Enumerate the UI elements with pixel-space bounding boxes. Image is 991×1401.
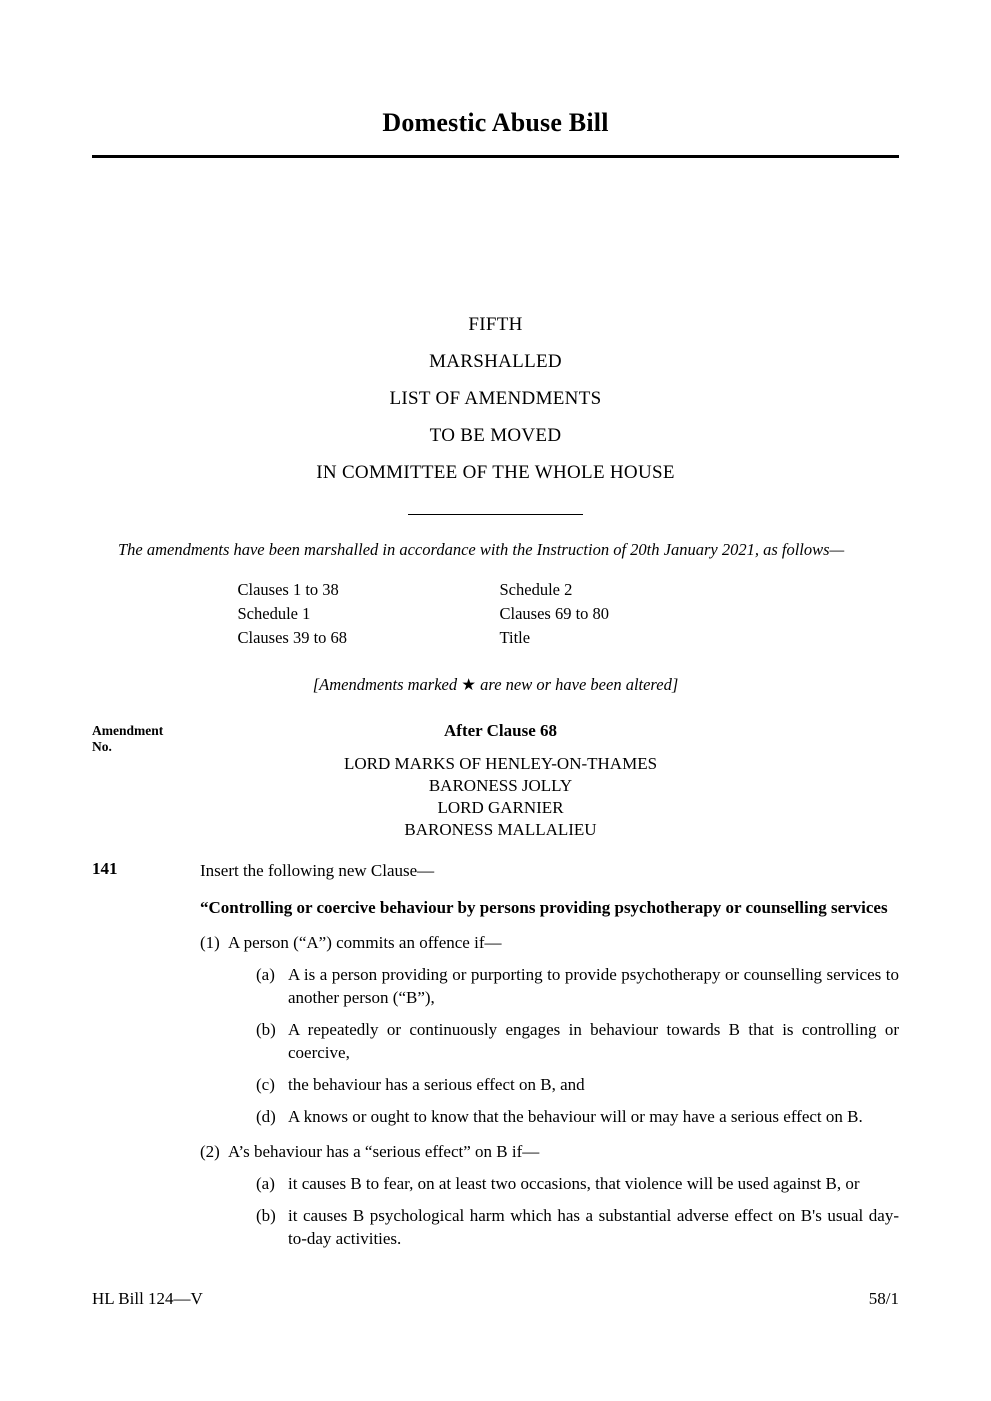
clause-range-right: Schedule 2 bbox=[499, 580, 573, 599]
subparagraph-2a bbox=[256, 1172, 899, 1195]
sponsor-name: BARONESS MALLALIEU bbox=[404, 820, 597, 839]
subparagraph-2b bbox=[256, 1204, 899, 1250]
table-row bbox=[238, 579, 754, 601]
amendment-no-label-line2: No. bbox=[92, 739, 112, 754]
page-footer bbox=[92, 1289, 899, 1309]
subparagraph-marker: (d) bbox=[256, 1107, 276, 1126]
paragraph-2 bbox=[200, 1140, 899, 1163]
subparagraph-text: A is a person providing or purporting to provide psychotherapy or counselling services to another person (“B”), bbox=[288, 965, 899, 1007]
marked-amendments-note bbox=[92, 675, 899, 695]
amendment-number: 141 bbox=[92, 859, 118, 878]
subparagraph-1d bbox=[256, 1105, 899, 1128]
heading-line-2: MARSHALLED bbox=[429, 351, 562, 372]
subparagraph-text: it causes B to fear, on at least two occasions, that violence will be used against B, or bbox=[288, 1174, 860, 1193]
amendment-no-label-line1: Amendment bbox=[92, 723, 164, 738]
page-number: 58/1 bbox=[868, 1289, 899, 1308]
amendment-body bbox=[92, 859, 899, 1250]
sponsor-name: BARONESS JOLLY bbox=[428, 776, 573, 795]
table-row bbox=[238, 627, 754, 649]
subparagraph-marker: (b) bbox=[256, 1206, 276, 1225]
heading-line-3: LIST OF AMENDMENTS bbox=[389, 388, 602, 409]
heading-block bbox=[92, 306, 899, 491]
bill-reference: HL Bill 124—V bbox=[92, 1289, 203, 1308]
subparagraph-text: A knows or ought to know that the behaviour will or may have a serious effect on B. bbox=[288, 1107, 863, 1126]
subparagraph-marker: (a) bbox=[256, 1174, 275, 1193]
subparagraph-text: it causes B psychological harm which has a substantial adverse effect on B's usual day-to-day activities. bbox=[288, 1206, 899, 1248]
subparagraph-text: the behaviour has a serious effect on B, and bbox=[288, 1075, 585, 1094]
subparagraph-1b bbox=[256, 1018, 899, 1064]
sponsor-name: LORD MARKS OF HENLEY-ON-THAMES bbox=[343, 754, 658, 773]
subparagraph-marker: (c) bbox=[256, 1075, 275, 1094]
heading-line-1: FIFTH bbox=[468, 314, 523, 335]
after-clause-heading: After Clause 68 bbox=[444, 721, 557, 740]
sponsor-list bbox=[92, 753, 899, 841]
note-text-after-star: are new or have been altered bbox=[476, 675, 672, 694]
note-close-bracket: ] bbox=[671, 675, 679, 694]
heading-line-4: TO BE MOVED bbox=[429, 425, 562, 446]
subparagraph-marker: (b) bbox=[256, 1020, 276, 1039]
subparagraph-text: A repeatedly or continuously engages in behaviour towards B that is controlling or coercive, bbox=[288, 1020, 899, 1062]
star-icon: ★ bbox=[461, 675, 477, 694]
subparagraph-1c bbox=[256, 1073, 899, 1096]
clause-range-right: Title bbox=[499, 628, 531, 647]
heading-divider bbox=[408, 513, 583, 515]
paragraph-1 bbox=[200, 931, 899, 954]
paragraph-text: A person (“A”) commits an offence if— bbox=[228, 933, 502, 952]
new-clause-title: “Controlling or coercive behaviour by persons providing psychotherapy or counselling services bbox=[200, 898, 888, 917]
instruction-text: The amendments have been marshalled in accordance with the Instruction of 20th January 2021, as follows— bbox=[118, 540, 845, 559]
note-open-bracket: [ bbox=[312, 675, 320, 694]
page-content bbox=[92, 0, 899, 1401]
paragraph-marker: (2) bbox=[200, 1142, 220, 1161]
subparagraph-marker: (a) bbox=[256, 965, 275, 984]
title-divider bbox=[92, 155, 899, 158]
amendment-no-label bbox=[92, 723, 202, 755]
clause-range-right: Clauses 69 to 80 bbox=[499, 604, 610, 623]
page-title: Domestic Abuse Bill bbox=[382, 108, 609, 137]
sponsor-name: LORD GARNIER bbox=[437, 798, 564, 817]
clause-range-left: Clauses 1 to 38 bbox=[237, 580, 339, 599]
insert-instruction: Insert the following new Clause— bbox=[200, 861, 435, 880]
table-row bbox=[238, 603, 754, 625]
clause-range-left: Schedule 1 bbox=[237, 604, 311, 623]
paragraph-text: A’s behaviour has a “serious effect” on B if— bbox=[228, 1142, 540, 1161]
amendment-section-header bbox=[92, 721, 899, 841]
amendment-text-column bbox=[200, 859, 899, 1250]
paragraph-marker: (1) bbox=[200, 933, 220, 952]
clause-range-table bbox=[236, 577, 756, 651]
note-text-before-star: Amendments marked bbox=[319, 675, 462, 694]
subparagraph-1a bbox=[256, 963, 899, 1009]
heading-line-5: IN COMMITTEE OF THE WHOLE HOUSE bbox=[316, 462, 675, 483]
clause-range-left: Clauses 39 to 68 bbox=[237, 628, 348, 647]
